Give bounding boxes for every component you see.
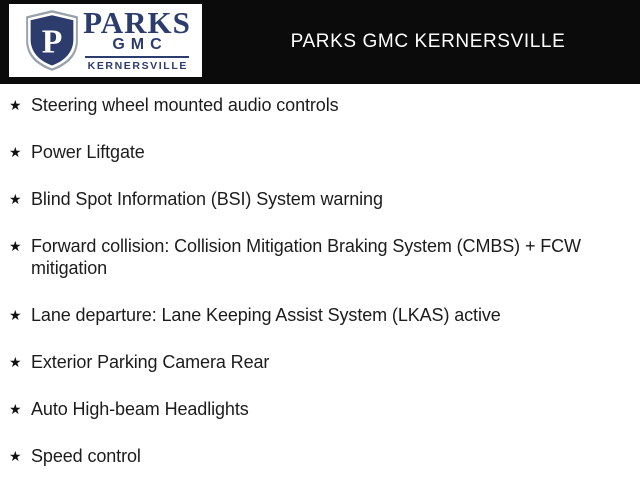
feature-text: Blind Spot Information (BSI) System warning (31, 189, 383, 209)
feature-item (8, 398, 618, 420)
logo-city: KERNERSVILLE (87, 60, 188, 72)
header-title: PARKS GMC KERNERSVILLE (290, 31, 566, 52)
feature-item (8, 445, 618, 467)
feature-text: Lane departure: Lane Keeping Assist System (LKAS) active (31, 305, 501, 325)
logo-shield-icon (23, 9, 81, 72)
feature-text: Forward collision: Collision Mitigation Braking System (CMBS) + FCW mitigation (31, 236, 581, 278)
header-title-area (202, 0, 640, 84)
feature-item (8, 351, 618, 373)
features-list (0, 84, 640, 467)
feature-item (8, 188, 618, 210)
feature-text: Exterior Parking Camera Rear (31, 352, 270, 372)
logo-divider (85, 56, 189, 58)
star-bullet-icon: ★ (9, 307, 22, 323)
star-bullet-icon: ★ (9, 401, 22, 417)
feature-item (8, 304, 618, 326)
feature-text: Auto High-beam Headlights (31, 399, 249, 419)
feature-text: Steering wheel mounted audio controls (31, 95, 339, 115)
star-bullet-icon: ★ (9, 191, 22, 207)
logo-division: GMC (112, 36, 168, 53)
star-bullet-icon: ★ (9, 448, 22, 464)
feature-item (8, 141, 618, 163)
feature-text: Speed control (31, 446, 141, 466)
logo-wordmark (83, 5, 191, 72)
feature-item (8, 94, 618, 116)
feature-item (8, 235, 618, 279)
star-bullet-icon: ★ (9, 238, 22, 254)
logo-monogram: P (41, 23, 63, 61)
logo-name: PARKS (83, 5, 191, 40)
feature-text: Power Liftgate (31, 142, 145, 162)
star-bullet-icon: ★ (9, 97, 22, 113)
star-bullet-icon: ★ (9, 144, 22, 160)
star-bullet-icon: ★ (9, 354, 22, 370)
header-bar (0, 0, 640, 84)
dealer-logo (9, 4, 202, 77)
